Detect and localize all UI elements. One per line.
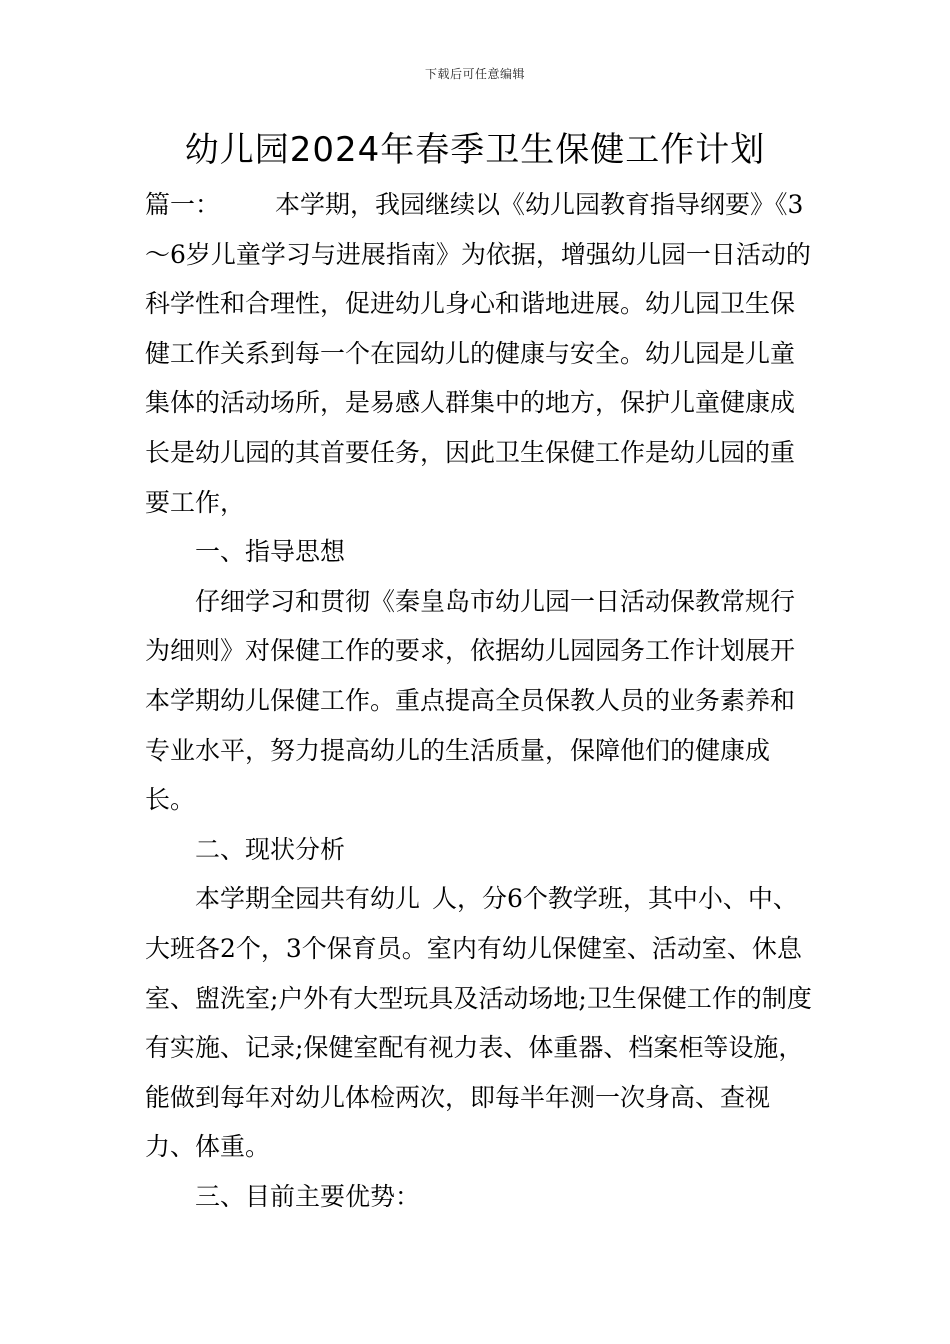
- section-heading-status-analysis: 二、现状分析: [195, 834, 346, 864]
- section-text-status-analysis: [145, 874, 815, 1172]
- intro-paragraph: [145, 180, 815, 527]
- header-note: 下载后可任意编辑: [424, 67, 525, 81]
- intro-label: 篇一：: [145, 190, 221, 219]
- document-body: [145, 180, 815, 1221]
- section-heading-guiding-thought: 一、指导思想: [195, 537, 346, 567]
- intro-text: 本学期，我园继续以《幼儿园教育指导纲要》《3～6岁儿童学习与进展指南》为依据，增强幼儿园一日活动的科学性和合理性，促进幼儿身心和谐地进展。幼儿园卫生保健工作关系到每一个在园幼儿的健康与安全。幼儿园是儿童集体的活动场所，是易感人群集中的地方，保护儿童健康成长是幼儿园的其首要任务，因此卫生保健工作是幼儿园的重要工作，: [145, 190, 811, 517]
- section-text-guiding-thought: 仔细学习和贯彻《秦皇岛市幼儿园一日活动保教常规行为细则》对保健工作的要求，依据幼儿园园务工作计划展开本学期幼儿保健工作。重点提高全员保教人员的业务素养和专业水平，努力提高幼儿的生活质量，保障他们的健康成长。: [145, 586, 796, 815]
- section-heading-main-advantages: 三、目前主要优势：: [195, 1181, 421, 1211]
- status-text-part-b: 人，分6个教学班，其中小、中、大班各2个，3个保育员。室内有幼儿保健室、活动室、休息室、盥洗室;户外有大型玩具及活动场地;卫生保健工作的制度有实施、记录;保健室配有视力表、体重器、档案柜等设施，能做到每年对幼儿体检两次，即每半年测一次身高、查视力、体重。: [145, 884, 812, 1162]
- status-text-part-a: 本学期全园共有幼儿: [195, 884, 421, 914]
- document-title: 幼儿园2024年春季卫生保健工作计划: [184, 130, 766, 170]
